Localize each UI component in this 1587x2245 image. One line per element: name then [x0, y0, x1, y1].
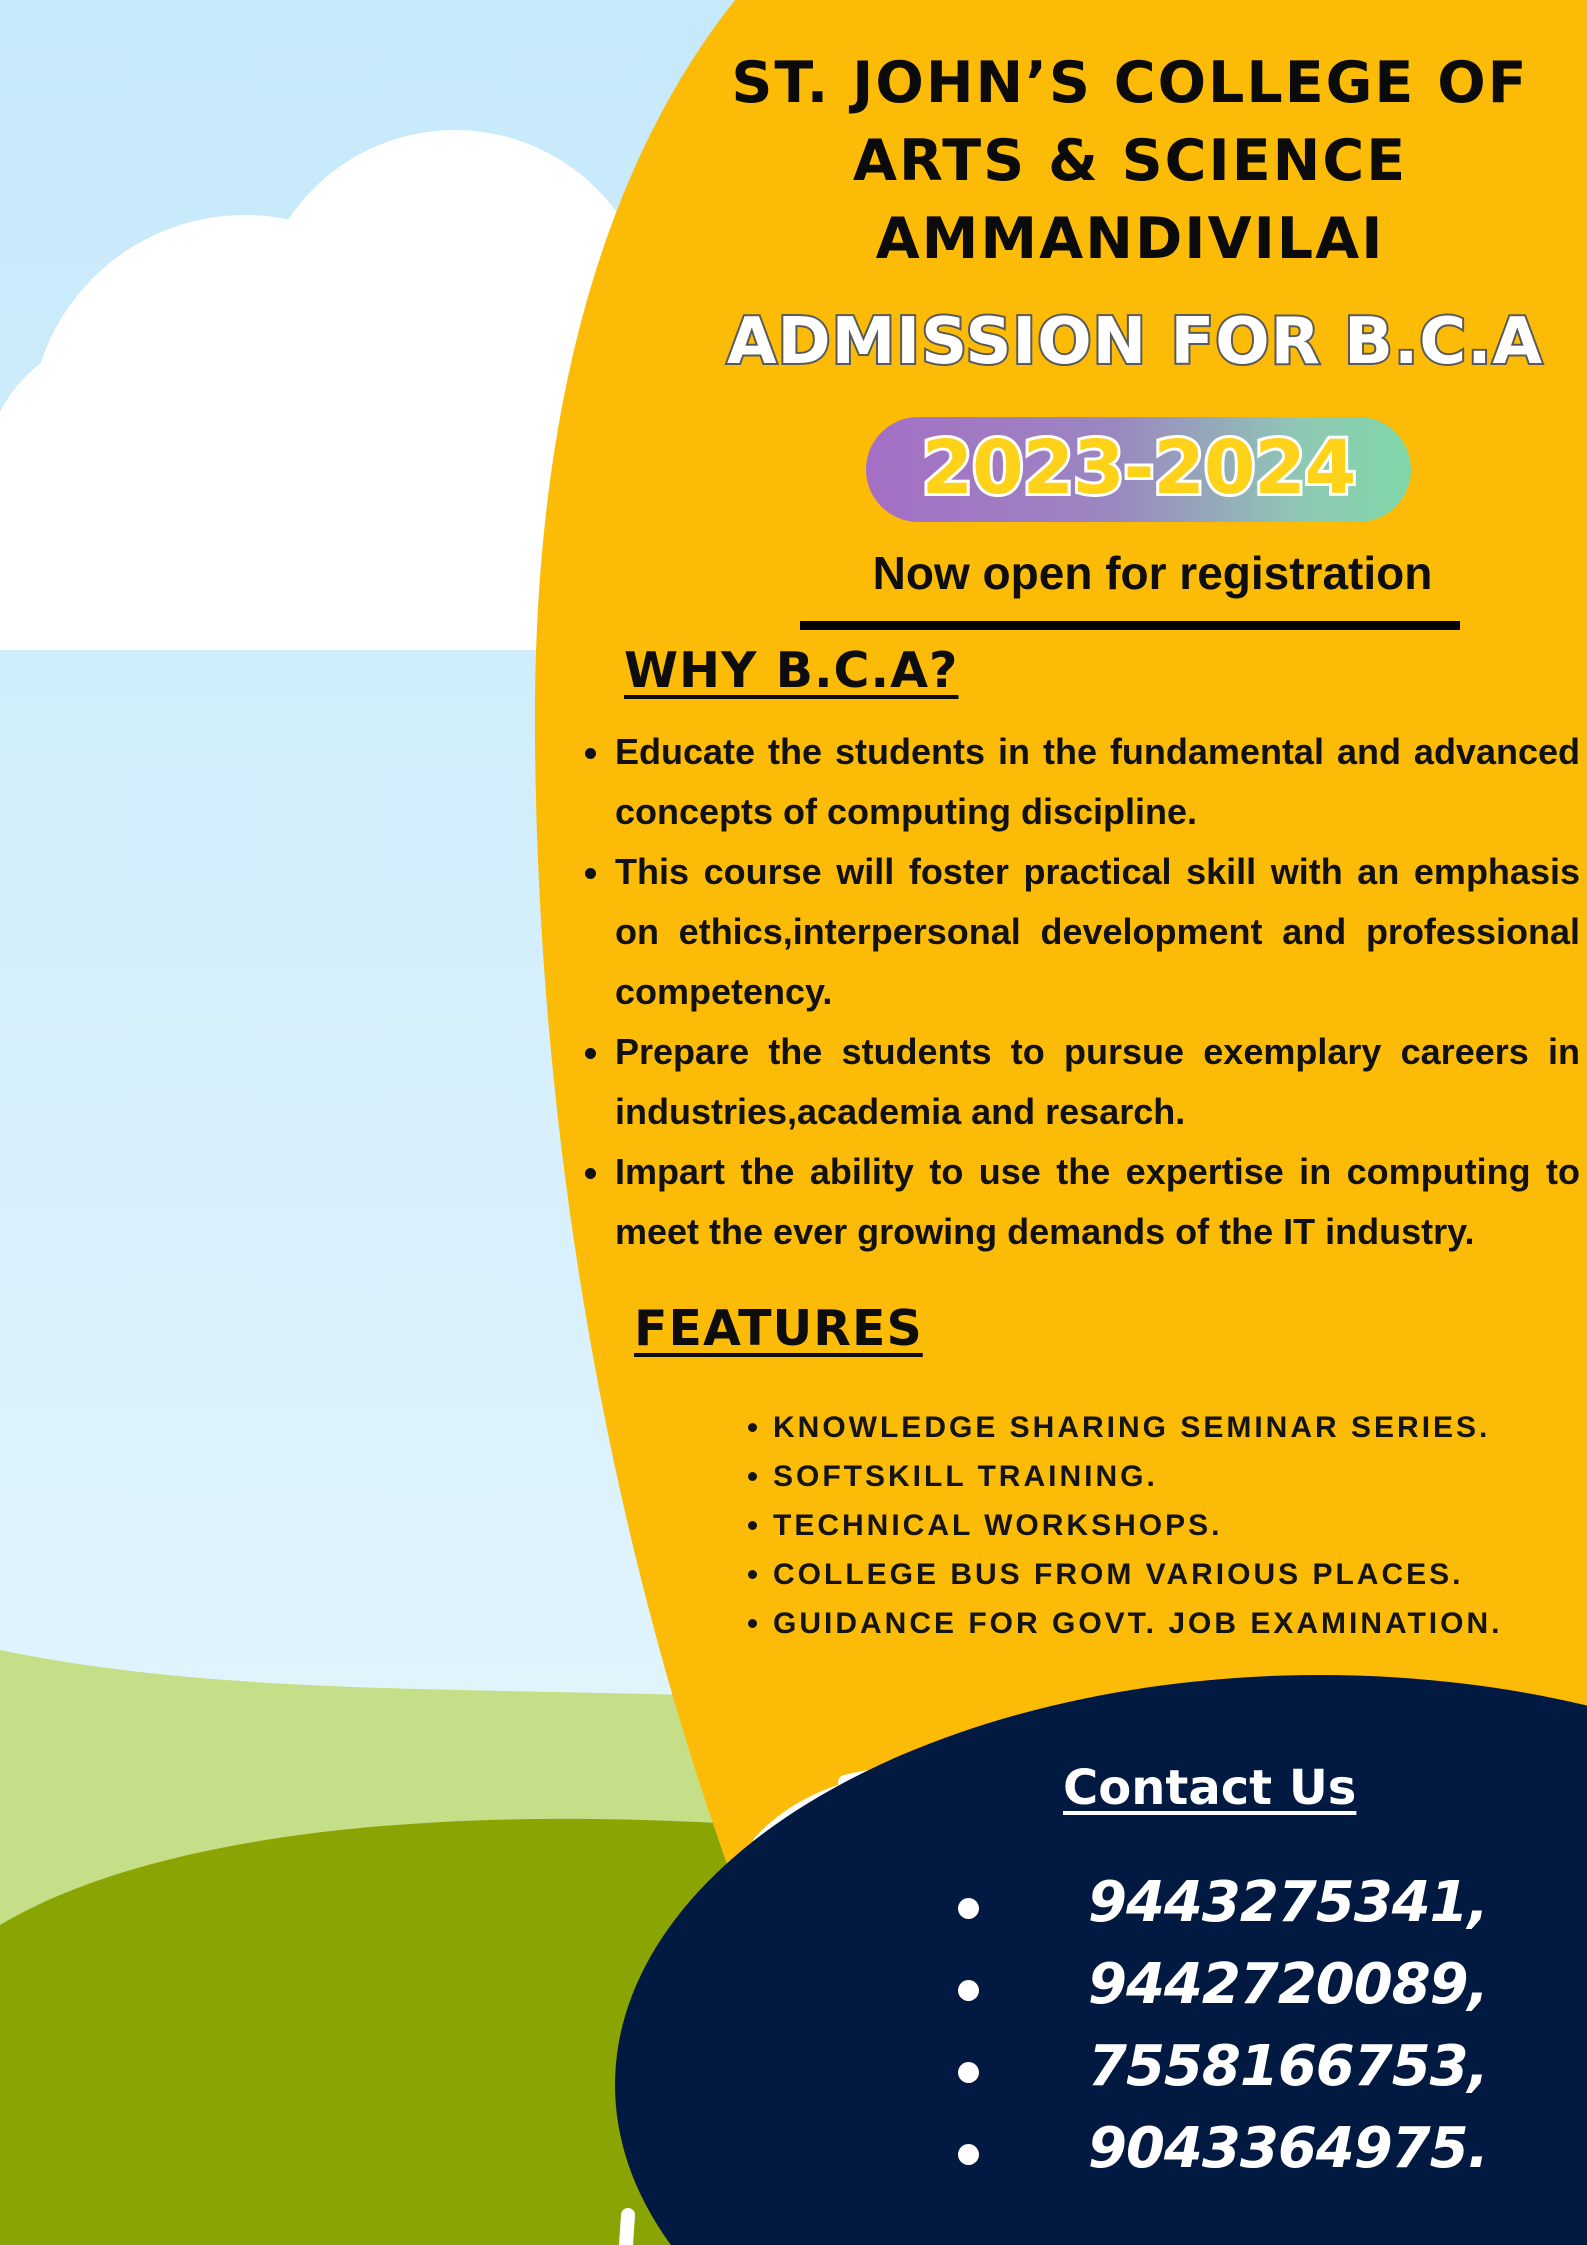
list-item: COLLEGE BUS FROM VARIOUS PLACES.	[745, 1550, 1502, 1599]
college-name	[690, 44, 1570, 278]
bullet-icon	[958, 2062, 979, 2083]
registration-notice: Now open for registration	[872, 547, 1433, 599]
list-item: Prepare the students to pursue exemplary careers in industries,academia and resarch.	[582, 1022, 1580, 1142]
phone-number[interactable]: 7558166753,	[1088, 2034, 1488, 2099]
contact-heading: Contact Us	[1063, 1760, 1357, 1816]
college-name-line: ST. JOHN’S COLLEGE OF	[731, 50, 1529, 116]
list-item: Educate the students in the fundamental and advanced concepts of computing discipline.	[582, 722, 1580, 842]
list-item: TECHNICAL WORKSHOPS.	[745, 1501, 1502, 1550]
list-item: SOFTSKILL TRAINING.	[745, 1452, 1502, 1501]
academic-year: 2023-2024	[921, 425, 1356, 511]
why-bca-heading: WHY B.C.A?	[624, 642, 959, 699]
bullet-icon	[958, 1980, 979, 2001]
phone-number[interactable]: 9043364975.	[1088, 2116, 1488, 2181]
features-heading: FEATURES	[634, 1300, 923, 1357]
admission-heading: ADMISSION FOR B.C.A	[726, 305, 1544, 379]
list-item: This course will foster practical skill with an emphasis on ethics,interpersonal development and professional competency.	[582, 842, 1580, 1022]
bullet-icon	[958, 1898, 979, 1919]
college-name-line: ARTS & SCIENCE	[852, 128, 1408, 194]
phone-number[interactable]: 9443275341,	[1088, 1870, 1488, 1935]
phone-number[interactable]: 9442720089,	[1088, 1952, 1488, 2017]
features-list	[745, 1403, 1502, 1648]
list-item: GUIDANCE FOR GOVT. JOB EXAMINATION.	[745, 1599, 1502, 1648]
list-item: KNOWLEDGE SHARING SEMINAR SERIES.	[745, 1403, 1502, 1452]
why-bca-list	[582, 722, 1580, 1262]
bullet-icon	[958, 2144, 979, 2165]
list-item: Impart the ability to use the expertise in computing to meet the ever growing demands of the IT industry.	[582, 1142, 1580, 1262]
divider	[800, 621, 1460, 630]
college-name-line: AMMANDIVILAI	[875, 206, 1385, 272]
